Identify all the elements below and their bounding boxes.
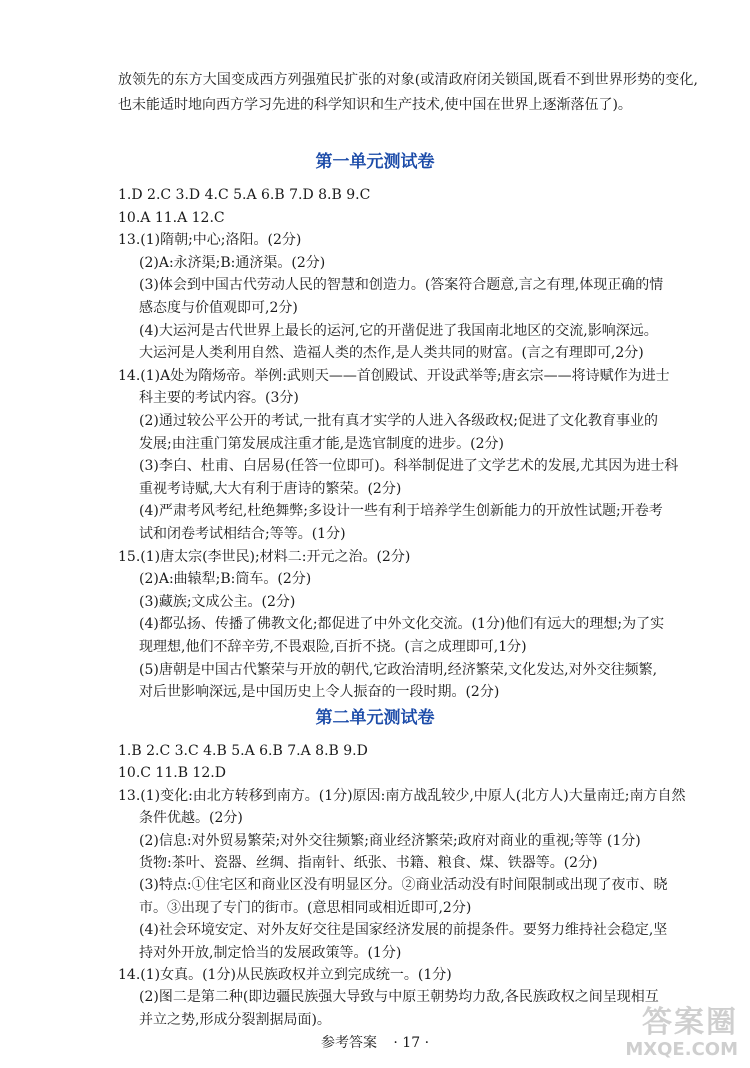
watermark-text: 答案圈 [642, 1005, 738, 1040]
answer-line: 感态度与价值观即可,2分) [139, 300, 298, 316]
answer-line: 试和闭卷考试相结合;等等。(1分) [139, 526, 346, 542]
intro-paragraph: 放领先的东方大国变成西方列强殖民扩张的对象(或清政府闭关锁国,既看不到世界形势的变化,也未能适时地向西方学习先进的科学知识和生产技术,使中国在世界上逐渐落伍了)。 [118, 72, 698, 113]
answer-line: 并立之势,形成分裂割据局面)。 [139, 1011, 331, 1028]
answer-line: 科主要的考试内容。(3分) [139, 390, 299, 407]
watermark-logo [625, 997, 738, 1060]
footer-label: 参考答案 [320, 1035, 377, 1051]
answer-line: 重视考诗赋,大大有利于唐诗的繁荣。(2分) [139, 480, 402, 497]
answer-line: 14.(1)女真。(1分)从民族政权并立到完成统一。(1分) [118, 967, 452, 983]
answer-line: 13.(1)变化:由北方转移到南方。(1分)原因:南方战乱较少,中原人(北方人)大量南迁;南方自然 [118, 787, 686, 804]
answer-line: (3)特点:①住宅区和商业区没有明显区分。②商业活动没有时间限制或出现了夜市、晓 [139, 877, 668, 894]
answer-line: 条件优越。(2分) [139, 810, 243, 827]
answer-line: 货物:茶叶、瓷器、丝绸、指南针、纸张、书籍、粮食、煤、铁器等。(2分) [139, 855, 598, 871]
answer-line: 10.C 11.B 12.D [118, 765, 226, 782]
watermark-url: MXQE.COM [625, 1039, 738, 1060]
answer-line: (2)A:永济渠;B:通济渠。(2分) [139, 254, 326, 271]
section-title-unit-1: 第一单元测试卷 [315, 152, 435, 172]
answer-line: (2)通过较公平公开的考试,一批有真才实学的人进入各级政权;促进了文化教育事业的 [139, 413, 658, 429]
answer-line: (2)图二是第二种(即边疆民族强大导致与中原王朝势均力敌,各民族政权之间呈现相互 [139, 989, 659, 1006]
answer-line: 市。③出现了专门的街市。(意思相同或相近即可,2分) [139, 899, 472, 916]
section-title-unit-2: 第二单元测试卷 [315, 708, 435, 728]
answer-line: 持对外开放,制定恰当的发展政策等。(1分) [139, 944, 402, 961]
answer-line: (2)信息:对外贸易繁荣;对外交往频繁;商业经济繁荣;政府对商业的重视;等等 (1分) [139, 832, 641, 849]
answer-line: (2)A:曲辕犁;B:筒车。(2分) [139, 571, 312, 588]
answer-line: 14.(1)A处为隋炀帝。举例:武则天——首创殿试、开设武举等;唐玄宗——将诗赋作为进士 [118, 367, 670, 384]
answer-line: 大运河是人类利用自然、造福人类的杰作,是人类共同的财富。(言之有理即可,2分) [139, 345, 644, 362]
answer-line: (3)藏族;文成公主。(2分) [139, 593, 296, 610]
page-number: · 17 · [393, 1035, 430, 1051]
answer-line: 1.B 2.C 3.C 4.B 5.A 6.B 7.A 8.B 9.D [118, 743, 368, 759]
answer-line: (4)都弘扬、传播了佛教文化;都促进了中外文化交流。(1分)他们有远大的理想;为了实 [139, 616, 665, 633]
answer-line: 对后世影响深远,是中国历史上令人振奋的一段时期。(2分) [139, 684, 500, 701]
answer-line: 发展;由注重门第发展成注重才能,是选官制度的进步。(2分) [139, 435, 504, 452]
answer-line: (3)体会到中国古代劳动人民的智慧和创造力。(答案符合题意,言之有理,体现正确的情 [139, 277, 664, 294]
answer-line: (5)唐朝是中国古代繁荣与开放的朝代,它政治清明,经济繁荣,文化发达,对外交往频繁, [139, 661, 658, 678]
answer-line: 1.D 2.C 3.D 4.C 5.A 6.B 7.D 8.B 9.C [118, 187, 371, 203]
answer-line: 15.(1)唐太宗(李世民);材料二:开元之治。(2分) [118, 548, 411, 565]
answer-line: 10.A 11.A 12.C [118, 209, 225, 226]
answer-line: (3)李白、杜甫、白居易(任答一位即可)。科举制促进了文学艺术的发展,尤其因为进士科 [139, 458, 679, 475]
answer-line: (4)大运河是古代世界上最长的运河,它的开凿促进了我国南北地区的交流,影响深远。 [139, 322, 658, 339]
answer-line: 现理想,他们不辞辛劳,不畏艰险,百折不挠。(言之成理即可,1分) [139, 639, 527, 655]
answer-line: (4)严肃考风考纪,杜绝舞弊;多设计一些有利于培养学生创新能力的开放性试题;开卷考 [139, 503, 663, 520]
answer-line: (4)社会环境安定、对外友好交往是国家经济发展的前提条件。要努力维持社会稳定,坚 [139, 922, 668, 939]
answer-line: 13.(1)隋朝;中心;洛阳。(2分) [118, 232, 302, 249]
